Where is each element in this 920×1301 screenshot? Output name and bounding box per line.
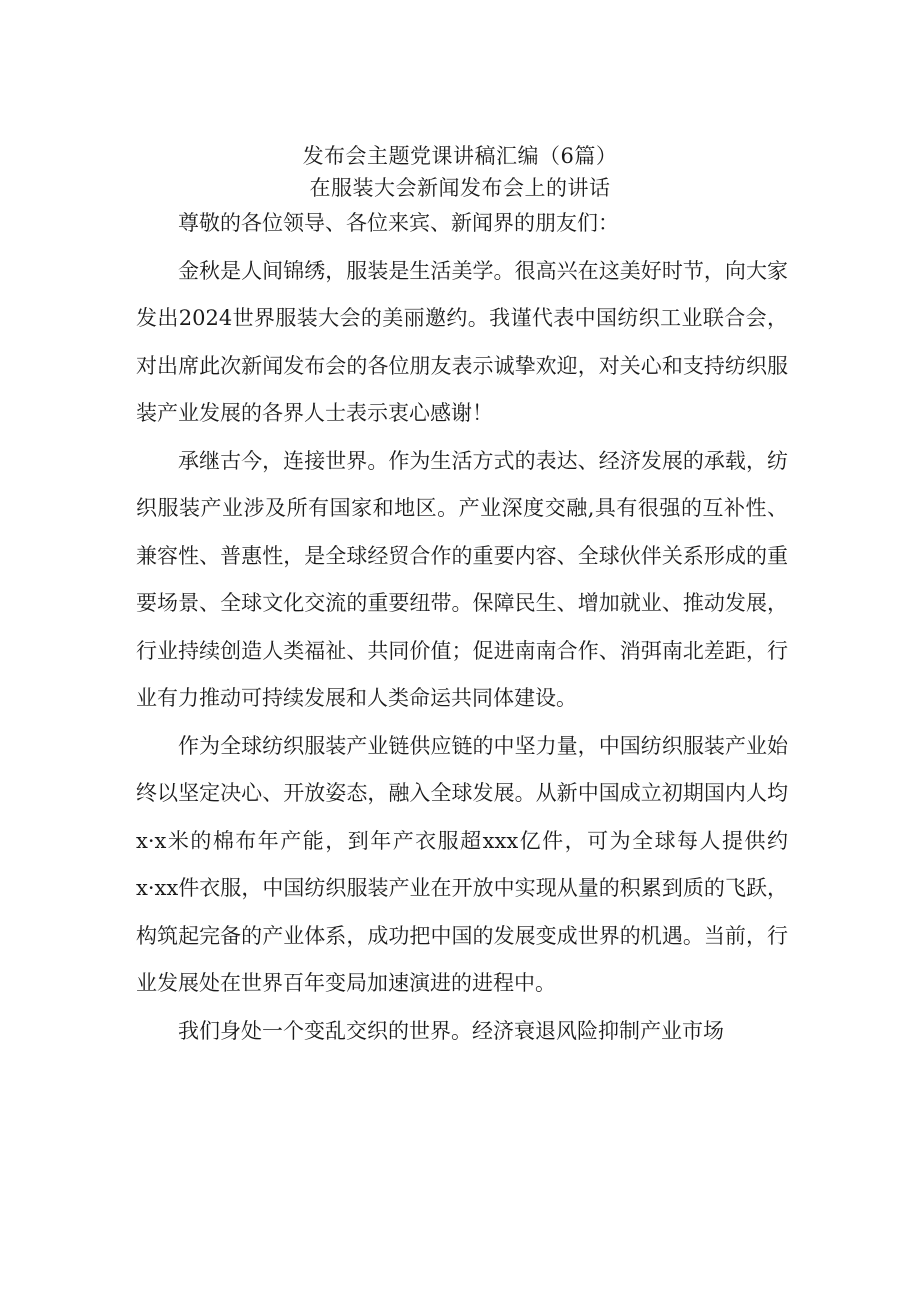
paragraph: 作为全球纺织服装产业链供应链的中坚力量，中国纺织服装产业始终以坚定决心、开放姿态，融入全球发展。从新中国成立初期国内人均x·x米的棉布年产能，到年产衣服超xxx亿件，可为全球每人提供约x·xx件衣服，中国纺织服装产业在开放中实现从量的积累到质的飞跃，构筑起完备的产业体系，成功把中国的发展变成世界的机遇。当前，行业发展处在世界百年变局加速演进的进程中。 bbox=[136, 733, 788, 995]
document-body bbox=[136, 200, 788, 1055]
paragraph: 金秋是人间锦绣，服装是生活美学。很高兴在这美好时节，向大家发出2024世界服装大会的美丽邀约。我谨代表中国纺织工业联合会，对出席此次新闻发布会的各位朋友表示诚挚欢迎，对关心和支持纺织服装产业发展的各界人士表示衷心感谢！ bbox=[136, 258, 788, 425]
document-title: 发布会主题党课讲稿汇编（6篇） bbox=[302, 144, 618, 168]
paragraph: 我们身处一个变乱交织的世界。经济衰退风险抑制产业市场 bbox=[178, 1018, 724, 1043]
paragraph-salutation: 尊敬的各位领导、各位来宾、新闻界的朋友们： bbox=[178, 211, 619, 235]
title-block bbox=[0, 140, 920, 204]
paragraph: 承继古今，连接世界。作为生活方式的表达、经济发展的承载，纺织服装产业涉及所有国家和地区。产业深度交融,具有很强的互补性、兼容性、普惠性，是全球经贸合作的重要内容、全球伙伴关系形成的重要场景、全球文化交流的重要纽带。保障民生、增加就业、推动发展，行业持续创造人类福祉、共同价值；促进南南合作、消弭南北差距，行业有力推动可持续发展和人类命运共同体建设。 bbox=[136, 448, 788, 710]
document-subtitle: 在服装大会新闻发布会上的讲话 bbox=[309, 176, 611, 200]
